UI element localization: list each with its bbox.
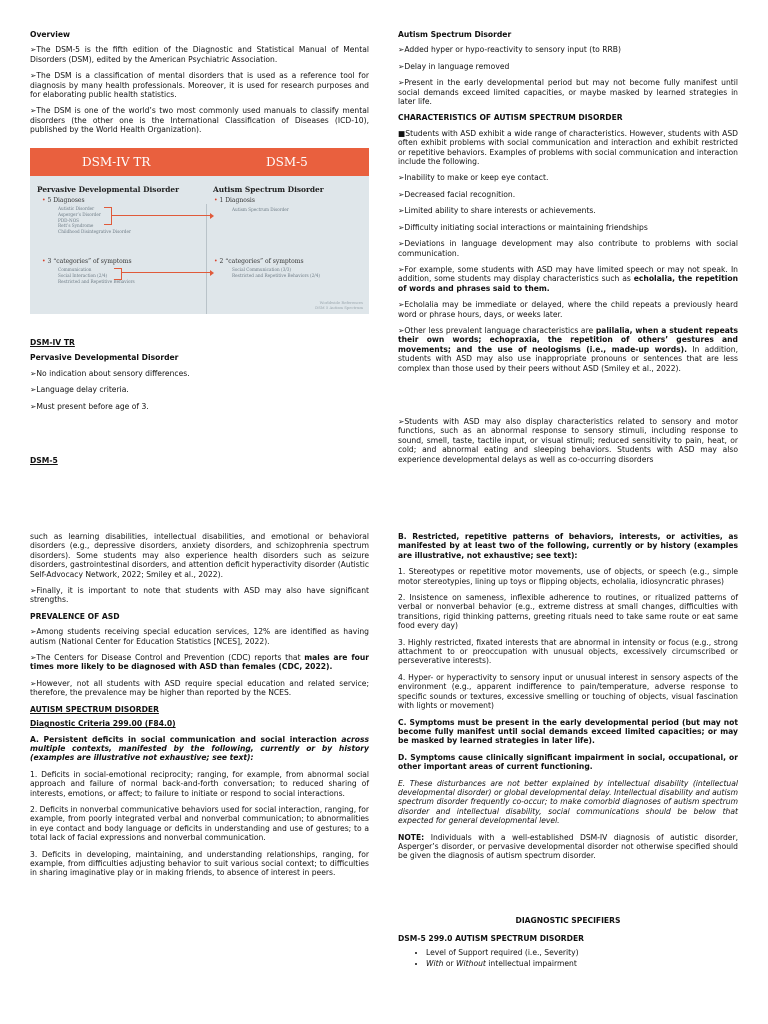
dsm5-asd-heading: DSM-5 299.0 AUTISM SPECTRUM DISORDER	[398, 934, 584, 944]
list-item: PDD-NOS	[58, 217, 79, 223]
figure-header-dsm4: DSM-IV TR	[82, 155, 151, 169]
figure-right-diagnosis-list	[232, 207, 289, 213]
example-paragraph: ➢For example, some students with ASD may have limited speech or may not speak. In addition, some students may display characteristics such as echolalia, the repetition of words and phrases said to them.	[398, 264, 739, 293]
figure-left-diagnoses: • 5 Diagnoses	[42, 197, 85, 204]
overview-heading: Overview	[30, 30, 71, 39]
specifiers-heading: DIAGNOSTIC SPECIFIERS	[515, 916, 621, 925]
continuation-paragraph: such as learning disabilities, intellectual disabilities, and emotional or behavioral disorders (e.g., depressive disorders, anxiety disorders, and schizophrenia spectrum disorders). Some students may also experience health disorders such as seizure disorders, gastrointestinal disorders, and attention deficit hyperactivity disorder (Autistic Self-Advocacy Network, 2022; Smiley et al., 2022).	[30, 532, 369, 579]
figure-left-category-list	[58, 267, 135, 284]
criterion-d: D. Symptoms cause clinically significant impairment in social, occupational, or other important areas of current functioning.	[398, 752, 738, 772]
figure-left-title: Pervasive Developmental Disorder	[37, 185, 180, 194]
figure-header-bar	[30, 148, 369, 176]
bullet-icon: •	[42, 197, 46, 204]
list-item: Asperger’s Disorder	[58, 211, 101, 217]
specifiers-section	[398, 916, 738, 971]
overview-paragraph: ➢The DSM-5 is the fifth edition of the Diagnostic and Statistical Manual of Mental Disorders (DSM), edited by the American Psychiatric Association.	[30, 45, 369, 64]
specifier-list	[398, 948, 738, 969]
prevalence-paragraph: ➢The Centers for Disease Control and Prevention (CDC) reports that males are four times more likely to be diagnosed with ASD than females (CDC, 2022).	[30, 653, 369, 672]
criterion-b-item: 1. Stereotypes or repetitive motor movements, use of objects, or speech (e.g., simple motor stereotypies, lining up toys or flipping objects, echolalia, idiosyncratic phrases)	[398, 567, 738, 586]
figure-left-diagnosis-list	[58, 206, 131, 235]
criterion-b: B. Restricted, repetitive patterns of behaviors, interests, or activities, as manifested by at least two of the following, currently or by history (examples are illustrative, not exhaustive; see text):	[398, 532, 738, 560]
asd-summary-section	[398, 30, 738, 380]
arrow-icon	[121, 272, 211, 273]
list-item: ➢Deviations in language development may also contribute to problems with social communication.	[398, 239, 738, 258]
list-item: Social Communication (3/3)	[232, 267, 292, 272]
asd-criteria-heading: AUTISM SPECTRUM DISORDER	[30, 704, 159, 714]
criteria-continued-section	[398, 532, 738, 868]
prevalence-paragraph: ➢However, not all students with ASD require special education and related service; therefore, the prevalence may be higher than reported by the NCES.	[30, 678, 369, 698]
criterion-e: E. These disturbances are not better explained by intellectual disability (intellectual developmental disorder) or global developmental delay. Intellectual disability and autism spectrum disorder frequently co-occur; to make comorbid diagnoses of autism spectrum disorder and intellectual disability, social communications should be below that expected for general developmental level.	[398, 778, 738, 826]
list-item: Communication	[58, 267, 92, 272]
sensory-section	[398, 417, 738, 471]
prevalence-paragraph: ➢Among students receiving special education services, 12% are identified as having autism (National Center for Education Statistics [NCES], 2022).	[30, 627, 369, 646]
list-item: Restricted and Repetitive Behaviors (2/4)	[232, 272, 320, 278]
list-item: ➢Language delay criteria.	[30, 385, 129, 395]
criterion-c: C. Symptoms must be present in the early developmental period (but may not become fully manifest until social demands exceed limited capacities; or may be masked by learned strategies in later life).	[398, 717, 738, 746]
list-item: Childhood Disintegrative Disorder	[58, 229, 131, 235]
overview-section	[30, 30, 369, 142]
list-item: ➢Decreased facial recognition.	[398, 189, 516, 199]
bullet-icon: •	[42, 258, 46, 265]
dsm-comparison-figure	[30, 148, 369, 314]
dsm5-section	[30, 456, 369, 471]
list-item: • With or Without intellectual impairment	[426, 959, 738, 968]
figure-header-dsm5: DSM-5	[266, 155, 308, 169]
list-item: ➢Present in the early developmental period but may not become fully manifest until social demands exceed limited capacities, or maybe masked by learned strategies in later life.	[398, 78, 738, 107]
list-item: ➢Limited ability to share interests or achievements.	[398, 206, 596, 216]
characteristics-heading: CHARACTERISTICS OF AUTISM SPECTRUM DISORDER	[398, 113, 623, 123]
echolalia-paragraph: ➢Echolalia may be immediate or delayed, where the child repeats a previously heard word or phrase hours, days, or weeks later.	[398, 300, 738, 319]
characteristics-intro: ■Students with ASD exhibit a wide range of characteristics. However, students with ASD often exhibit problems with social communication and interaction and exhibit restricted or repetitive behaviors. Examples of problems with social communication and interaction include the following.	[398, 128, 738, 167]
bracket-icon	[114, 268, 122, 280]
figure-right-category-list	[232, 267, 320, 279]
criterion-a-item: 1. Deficits in social-emotional reciprocity; ranging, for example, from abnormal social approach and failure of normal back-and-forth conversation; to reduced sharing of interests, emotions, or affect; to failure to initiate or respond to social interactions.	[30, 769, 369, 798]
dsm4-section	[30, 338, 369, 418]
arrow-icon	[111, 215, 211, 216]
sensory-paragraph: ➢Students with ASD may also display characteristics related to sensory and motor functions, such as an abnormal response to sensory stimuli, including response to sound, smell, taste, tactile input, or visual stimuli; reduced sensitivity to pain, heat, or cold; and abnormal eating and sleeping behaviors. Students with ASD may also experience developmental delays as well as co-occurring disorders	[398, 417, 738, 464]
figure-body	[30, 176, 369, 314]
list-item: Social Interaction (2/4)	[58, 272, 108, 278]
criterion-b-item: 2. Insistence on sameness, inflexible adherence to routines, or ritualized patterns of verbal or nonverbal behavior (e.g., extreme distress at small changes, difficulties with transitions, rigid thinking patterns, greeting rituals need to take same route or eat same food every day)	[398, 593, 738, 631]
list-item: ➢No indication about sensory differences.	[30, 368, 190, 378]
overview-paragraph: ➢The DSM is one of the world’s two most commonly used manuals to classify mental disorders (the other one is the International Classification of Diseases (ICD-10), published by the World Health Organization).	[30, 106, 369, 135]
diagnostic-criteria-heading: Diagnostic Criteria 299.00 (F84.0)	[30, 719, 176, 729]
note-paragraph: NOTE: Individuals with a well-established DSM-IV diagnosis of autistic disorder, Asperger’s disorder, or pervasive developmental disorder not otherwise specified should be given the diagnosis of autism spectrum disorder.	[398, 832, 738, 861]
overview-paragraph: ➢The DSM is a classification of mental disorders that is used as a reference tool for diagnosis by many health professionals. Moreover, it is used for research purposes and for elaborating public health statistics.	[30, 71, 369, 100]
dsm5-heading: DSM-5	[30, 456, 58, 465]
list-item: ➢Must present before age of 3.	[30, 401, 149, 411]
criterion-a-item: 3. Deficits in developing, maintaining, and understanding relationships, ranging, for example, from difficulties adjusting behavior to suit various social context; to difficulties in sharing imaginative play or in making friends, to absence of interest in peers.	[30, 849, 369, 878]
list-item: Rett’s Syndrome	[58, 223, 94, 229]
asd-heading: Autism Spectrum Disorder	[398, 30, 512, 39]
list-item: ➢Difficulty initiating social interactions or maintaining friendships	[398, 222, 648, 232]
other-characteristics-paragraph: ➢Other less prevalent language characteristics are palilalia, when a student repeats their own words; echopraxia, the repetition of others’ gestures and movements; and the use of neologisms (i.e., made-up words). In addition, students with ASD may also use inappropriate pronouns or sentences that are less complex than those used by their peers without ASD (Smiley et al., 2022).	[398, 325, 738, 373]
figure-footnote: Worldwide References DSM 5 Autism Spectrum	[315, 300, 363, 310]
criterion-b-item: 4. Hyper- or hyperactivity to sensory input or unusual interest in sensory aspects of the environment (e.g., apparent indifference to pain/temperature, adverse response to specific sounds or textures, excessive smelling or touching of objects, visual fascination with lights or movement)	[398, 672, 738, 711]
figure-right-title: Autism Spectrum Disorder	[213, 185, 324, 194]
bullet-icon: •	[214, 258, 218, 265]
figure-divider	[206, 204, 207, 314]
figure-left-categories: • 3 “categories” of symptoms	[42, 258, 132, 265]
list-item: • Level of Support required (i.e., Severity)	[426, 948, 738, 957]
criterion-b-item: 3. Highly restricted, fixated interests that are abnormal in intensity or focus (e.g., strong attachment to or preoccupation with unusual objects, excessively circumscribed or perseverative interests).	[398, 637, 738, 666]
list-item: ➢Delay in language removed	[398, 61, 510, 71]
list-item: ➢Inability to make or keep eye contact.	[398, 173, 549, 183]
figure-right-diagnoses: • 1 Diagnosis	[214, 197, 255, 204]
strengths-paragraph: ➢Finally, it is important to note that students with ASD may also have significant strengths.	[30, 586, 369, 605]
list-item: ➢Added hyper or hypo-reactivity to sensory input (to RRB)	[398, 45, 621, 55]
criterion-a-item: 2. Deficits in nonverbal communicative behaviors used for social interaction, ranging, for example, from poorly integrated verbal and nonverbal communication; to abnormalities in eye contact and body language or deficits in understanding and use of gestures; to a total lack of facial expressions and nonverbal communication.	[30, 804, 369, 843]
figure-right-categories: • 2 “categories” of symptoms	[214, 258, 304, 265]
dsm4-heading: DSM-IV TR	[30, 338, 75, 347]
list-item: Autism Spectrum Disorder	[232, 207, 289, 212]
prevalence-heading: PREVALENCE OF ASD	[30, 611, 120, 621]
list-item: Restricted and Repetitive Behaviors	[58, 278, 135, 284]
bullet-icon: •	[214, 197, 218, 204]
list-item: Autistic Disorder	[58, 206, 95, 211]
criterion-a: A. Persistent deficits in social communication and social interaction across multiple contexts, manifested by the following, currently or by history (examples are illustrative not exhaustive; see text):	[30, 734, 369, 763]
dsm4-subheading: Pervasive Developmental Disorder	[30, 353, 179, 363]
prevalence-section	[30, 532, 369, 885]
